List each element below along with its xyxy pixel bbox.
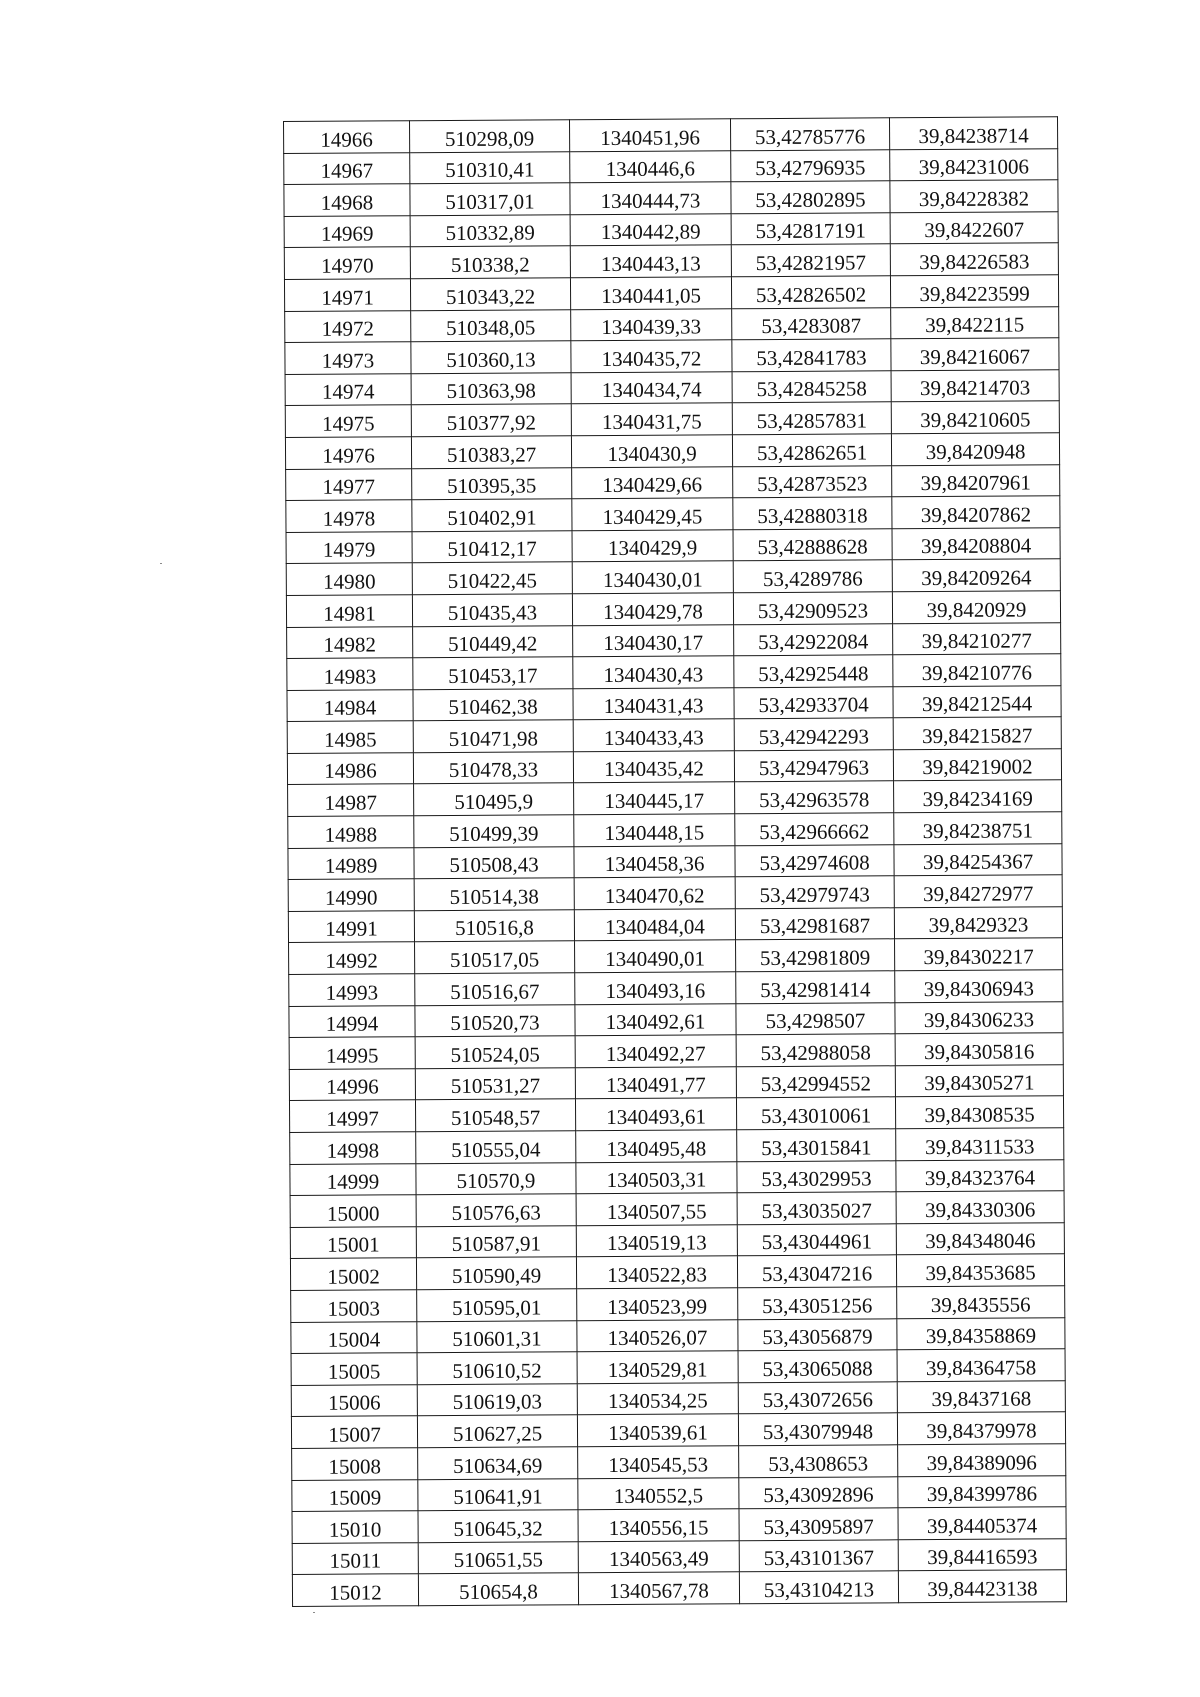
- longitude-cell: 39,84254367: [894, 843, 1062, 876]
- coordinates-table: [283, 116, 1067, 1607]
- y-coordinate-cell: 1340523,99: [577, 1288, 738, 1321]
- latitude-cell: 53,42966662: [735, 813, 894, 846]
- y-coordinate-cell: 1340439,33: [571, 308, 732, 341]
- latitude-cell: 53,4283087: [732, 307, 891, 340]
- x-coordinate-cell: 510531,27: [415, 1068, 575, 1101]
- y-coordinate-cell: 1340429,9: [572, 529, 733, 562]
- scan-speck: [313, 1612, 315, 1613]
- latitude-cell: 53,42981414: [736, 971, 895, 1004]
- x-coordinate-cell: 510377,92: [411, 404, 571, 437]
- table-row: [292, 1475, 1066, 1511]
- table-row: [288, 843, 1062, 879]
- latitude-cell: 53,42796935: [731, 149, 890, 182]
- longitude-cell: 39,84306233: [895, 1001, 1063, 1034]
- point-number-cell: 14981: [286, 595, 412, 627]
- x-coordinate-cell: 510641,91: [418, 1478, 578, 1511]
- latitude-cell: 53,43092896: [739, 1476, 898, 1509]
- latitude-cell: 53,42857831: [732, 402, 891, 435]
- table-row: [291, 1380, 1065, 1416]
- latitude-cell: 53,43044961: [737, 1224, 896, 1257]
- longitude-cell: 39,84234169: [894, 780, 1062, 813]
- latitude-cell: 53,4289786: [733, 560, 892, 593]
- latitude-cell: 53,43101367: [739, 1539, 898, 1572]
- y-coordinate-cell: 1340434,74: [571, 372, 732, 405]
- longitude-cell: 39,8437168: [897, 1380, 1065, 1413]
- x-coordinate-cell: 510524,05: [415, 1036, 575, 1069]
- table-row: [288, 875, 1062, 911]
- y-coordinate-cell: 1340430,9: [571, 435, 732, 468]
- longitude-cell: 39,84348046: [896, 1223, 1064, 1256]
- point-number-cell: 14968: [284, 184, 410, 216]
- point-number-cell: 14996: [289, 1069, 415, 1101]
- table-row: [287, 622, 1061, 658]
- point-number-cell: 15000: [290, 1195, 416, 1227]
- longitude-cell: 39,84399786: [898, 1475, 1066, 1508]
- latitude-cell: 53,42925448: [734, 655, 893, 688]
- y-coordinate-cell: 1340529,81: [577, 1351, 738, 1384]
- table-row: [290, 1128, 1064, 1164]
- latitude-cell: 53,43095897: [739, 1508, 898, 1541]
- latitude-cell: 53,43029953: [737, 1160, 896, 1193]
- table-row: [288, 812, 1062, 848]
- point-number-cell: 14973: [285, 342, 411, 374]
- point-number-cell: 14995: [289, 1037, 415, 1069]
- x-coordinate-cell: 510627,25: [417, 1415, 577, 1448]
- latitude-cell: 53,42873523: [733, 465, 892, 498]
- point-number-cell: 14986: [287, 753, 413, 785]
- longitude-cell: 39,84210605: [891, 401, 1059, 434]
- table-row: [288, 780, 1062, 816]
- latitude-cell: 53,42785776: [730, 118, 889, 151]
- x-coordinate-cell: 510610,52: [417, 1352, 577, 1385]
- y-coordinate-cell: 1340563,49: [578, 1540, 739, 1573]
- table-row: [284, 275, 1058, 311]
- point-number-cell: 14966: [284, 121, 410, 153]
- x-coordinate-cell: 510449,42: [413, 625, 573, 658]
- y-coordinate-cell: 1340503,31: [576, 1161, 737, 1194]
- table-row: [287, 654, 1061, 690]
- y-coordinate-cell: 1340492,61: [575, 1003, 736, 1036]
- table-row: [291, 1412, 1065, 1448]
- point-number-cell: 14983: [287, 658, 413, 690]
- y-coordinate-cell: 1340470,62: [574, 877, 735, 910]
- x-coordinate-cell: 510462,38: [413, 688, 573, 721]
- latitude-cell: 53,42947963: [734, 750, 893, 783]
- y-coordinate-cell: 1340435,72: [571, 340, 732, 373]
- table-row: [289, 1033, 1063, 1069]
- point-number-cell: 14967: [284, 152, 410, 184]
- point-number-cell: 15010: [292, 1511, 418, 1543]
- point-number-cell: 15006: [291, 1384, 417, 1416]
- y-coordinate-cell: 1340492,27: [575, 1035, 736, 1068]
- x-coordinate-cell: 510654,8: [418, 1573, 578, 1606]
- y-coordinate-cell: 1340491,77: [575, 1067, 736, 1100]
- point-number-cell: 14987: [288, 784, 414, 816]
- x-coordinate-cell: 510645,32: [418, 1510, 578, 1543]
- x-coordinate-cell: 510471,98: [413, 720, 573, 753]
- table-row: [290, 1159, 1064, 1195]
- latitude-cell: 53,43015841: [737, 1129, 896, 1162]
- coordinates-table-body: [284, 117, 1067, 1607]
- x-coordinate-cell: 510590,49: [416, 1257, 576, 1290]
- x-coordinate-cell: 510576,63: [416, 1194, 576, 1227]
- table-row: [285, 433, 1059, 469]
- table-row: [285, 306, 1059, 342]
- point-number-cell: 14976: [285, 437, 411, 469]
- table-row: [288, 907, 1062, 943]
- y-coordinate-cell: 1340433,43: [573, 719, 734, 752]
- table-row: [286, 559, 1060, 595]
- x-coordinate-cell: 510348,05: [411, 309, 571, 342]
- x-coordinate-cell: 510514,38: [414, 878, 574, 911]
- x-coordinate-cell: 510435,43: [412, 594, 572, 627]
- x-coordinate-cell: 510360,13: [411, 341, 571, 374]
- x-coordinate-cell: 510516,8: [414, 910, 574, 943]
- longitude-cell: 39,84323764: [896, 1159, 1064, 1192]
- y-coordinate-cell: 1340493,16: [575, 972, 736, 1005]
- point-number-cell: 14993: [289, 974, 415, 1006]
- longitude-cell: 39,84228382: [890, 180, 1058, 213]
- y-coordinate-cell: 1340534,25: [577, 1382, 738, 1415]
- x-coordinate-cell: 510619,03: [417, 1383, 577, 1416]
- y-coordinate-cell: 1340441,05: [570, 277, 731, 310]
- point-number-cell: 14970: [284, 247, 410, 279]
- latitude-cell: 53,42981687: [735, 908, 894, 941]
- point-number-cell: 14979: [286, 531, 412, 563]
- latitude-cell: 53,42979743: [735, 876, 894, 909]
- y-coordinate-cell: 1340567,78: [578, 1572, 739, 1605]
- table-row: [287, 749, 1061, 785]
- x-coordinate-cell: 510422,45: [412, 562, 572, 595]
- latitude-cell: 53,42909523: [733, 592, 892, 625]
- x-coordinate-cell: 510520,73: [415, 1004, 575, 1037]
- table-row: [286, 496, 1060, 532]
- longitude-cell: 39,84272977: [894, 875, 1062, 908]
- latitude-cell: 53,43065088: [738, 1350, 897, 1383]
- y-coordinate-cell: 1340429,45: [572, 498, 733, 531]
- y-coordinate-cell: 1340430,01: [572, 561, 733, 594]
- table-row: [287, 685, 1061, 721]
- latitude-cell: 53,4298507: [736, 1002, 895, 1035]
- table-row: [285, 401, 1059, 437]
- point-number-cell: 14989: [288, 847, 414, 879]
- point-number-cell: 15008: [292, 1448, 418, 1480]
- scan-speck: [160, 563, 162, 564]
- x-coordinate-cell: 510317,01: [410, 183, 570, 216]
- x-coordinate-cell: 510310,41: [410, 151, 570, 184]
- longitude-cell: 39,84209264: [892, 559, 1060, 592]
- point-number-cell: 14982: [287, 626, 413, 658]
- longitude-cell: 39,84231006: [890, 148, 1058, 181]
- table-row: [284, 180, 1058, 216]
- latitude-cell: 53,42845258: [732, 371, 891, 404]
- x-coordinate-cell: 510412,17: [412, 530, 572, 563]
- table-row: [292, 1570, 1066, 1606]
- point-number-cell: 15009: [292, 1479, 418, 1511]
- y-coordinate-cell: 1340493,61: [575, 1098, 736, 1131]
- table-row: [289, 970, 1063, 1006]
- longitude-cell: 39,8420948: [891, 433, 1059, 466]
- longitude-cell: 39,84212544: [893, 685, 1061, 718]
- longitude-cell: 39,84389096: [898, 1444, 1066, 1477]
- latitude-cell: 53,42862651: [732, 434, 891, 467]
- longitude-cell: 39,84311533: [896, 1128, 1064, 1161]
- point-number-cell: 14994: [289, 1005, 415, 1037]
- longitude-cell: 39,84330306: [896, 1191, 1064, 1224]
- latitude-cell: 53,43051256: [738, 1287, 897, 1320]
- x-coordinate-cell: 510587,91: [416, 1226, 576, 1259]
- y-coordinate-cell: 1340445,17: [574, 782, 735, 815]
- latitude-cell: 53,42981809: [736, 939, 895, 972]
- table-row: [286, 464, 1060, 500]
- longitude-cell: 39,84238714: [889, 117, 1057, 150]
- latitude-cell: 53,42988058: [736, 1034, 895, 1067]
- y-coordinate-cell: 1340435,42: [573, 751, 734, 784]
- y-coordinate-cell: 1340429,66: [572, 466, 733, 499]
- x-coordinate-cell: 510595,01: [417, 1289, 577, 1322]
- y-coordinate-cell: 1340446,6: [570, 150, 731, 183]
- y-coordinate-cell: 1340484,04: [574, 909, 735, 942]
- longitude-cell: 39,84208804: [892, 527, 1060, 560]
- point-number-cell: 15005: [291, 1353, 417, 1385]
- x-coordinate-cell: 510363,98: [411, 372, 571, 405]
- table-row: [291, 1317, 1065, 1353]
- longitude-cell: 39,84214703: [891, 370, 1059, 403]
- longitude-cell: 39,84306943: [895, 970, 1063, 1003]
- x-coordinate-cell: 510516,67: [415, 973, 575, 1006]
- longitude-cell: 39,8422607: [890, 212, 1058, 245]
- longitude-cell: 39,84379978: [897, 1412, 1065, 1445]
- y-coordinate-cell: 1340430,43: [573, 656, 734, 689]
- latitude-cell: 53,43079948: [738, 1413, 897, 1446]
- table-row: [284, 117, 1058, 153]
- table-row: [285, 338, 1059, 374]
- longitude-cell: 39,84207862: [892, 496, 1060, 529]
- latitude-cell: 53,43072656: [738, 1382, 897, 1415]
- y-coordinate-cell: 1340545,53: [578, 1446, 739, 1479]
- table-row: [289, 1065, 1063, 1101]
- point-number-cell: 14972: [285, 310, 411, 342]
- y-coordinate-cell: 1340490,01: [575, 940, 736, 973]
- point-number-cell: 14969: [284, 216, 410, 248]
- longitude-cell: 39,84215827: [893, 717, 1061, 750]
- table-row: [284, 148, 1058, 184]
- table-row: [284, 212, 1058, 248]
- point-number-cell: 14978: [286, 500, 412, 532]
- point-number-cell: 14985: [287, 721, 413, 753]
- x-coordinate-cell: 510548,57: [415, 1099, 575, 1132]
- point-number-cell: 14971: [284, 279, 410, 311]
- point-number-cell: 14998: [290, 1132, 416, 1164]
- latitude-cell: 53,42802895: [731, 181, 890, 214]
- y-coordinate-cell: 1340556,15: [578, 1509, 739, 1542]
- x-coordinate-cell: 510298,09: [410, 120, 570, 153]
- y-coordinate-cell: 1340522,83: [576, 1256, 737, 1289]
- latitude-cell: 53,43047216: [737, 1255, 896, 1288]
- table-row: [289, 1001, 1063, 1037]
- longitude-cell: 39,84219002: [893, 749, 1061, 782]
- table-row: [284, 243, 1058, 279]
- point-number-cell: 14991: [288, 911, 414, 943]
- y-coordinate-cell: 1340431,43: [573, 687, 734, 720]
- y-coordinate-cell: 1340451,96: [569, 119, 730, 152]
- y-coordinate-cell: 1340507,55: [576, 1193, 737, 1226]
- point-number-cell: 14988: [288, 816, 414, 848]
- point-number-cell: 15004: [291, 1321, 417, 1353]
- table-row: [291, 1349, 1065, 1385]
- x-coordinate-cell: 510453,17: [413, 657, 573, 690]
- point-number-cell: 14997: [289, 1100, 415, 1132]
- latitude-cell: 53,42888628: [733, 529, 892, 562]
- longitude-cell: 39,84305271: [895, 1065, 1063, 1098]
- table-row: [290, 1254, 1064, 1290]
- table-row: [291, 1286, 1065, 1322]
- latitude-cell: 53,42994552: [736, 1066, 895, 1099]
- longitude-cell: 39,84207961: [892, 464, 1060, 497]
- latitude-cell: 53,42880318: [733, 497, 892, 530]
- longitude-cell: 39,84308535: [895, 1096, 1063, 1129]
- latitude-cell: 53,42933704: [734, 686, 893, 719]
- longitude-cell: 39,84405374: [898, 1507, 1066, 1540]
- x-coordinate-cell: 510555,04: [416, 1131, 576, 1164]
- y-coordinate-cell: 1340552,5: [578, 1477, 739, 1510]
- longitude-cell: 39,84423138: [898, 1570, 1066, 1603]
- x-coordinate-cell: 510383,27: [411, 436, 571, 469]
- latitude-cell: 53,42826502: [731, 276, 890, 309]
- x-coordinate-cell: 510499,39: [414, 815, 574, 848]
- latitude-cell: 53,43035027: [737, 1192, 896, 1225]
- point-number-cell: 15011: [292, 1542, 418, 1574]
- x-coordinate-cell: 510343,22: [410, 278, 570, 311]
- table-row: [286, 527, 1060, 563]
- longitude-cell: 39,8422115: [891, 306, 1059, 339]
- y-coordinate-cell: 1340444,73: [570, 182, 731, 215]
- table-row: [285, 370, 1059, 406]
- x-coordinate-cell: 510338,2: [410, 246, 570, 279]
- latitude-cell: 53,42942293: [734, 718, 893, 751]
- y-coordinate-cell: 1340442,89: [570, 214, 731, 247]
- point-number-cell: 15003: [291, 1290, 417, 1322]
- y-coordinate-cell: 1340431,75: [571, 403, 732, 436]
- point-number-cell: 15002: [290, 1258, 416, 1290]
- latitude-cell: 53,43104213: [739, 1571, 898, 1604]
- y-coordinate-cell: 1340430,17: [573, 624, 734, 657]
- latitude-cell: 53,42922084: [734, 623, 893, 656]
- x-coordinate-cell: 510495,9: [414, 783, 574, 816]
- y-coordinate-cell: 1340448,15: [574, 814, 735, 847]
- y-coordinate-cell: 1340539,61: [577, 1414, 738, 1447]
- latitude-cell: 53,42974608: [735, 844, 894, 877]
- x-coordinate-cell: 510601,31: [417, 1320, 577, 1353]
- y-coordinate-cell: 1340526,07: [577, 1319, 738, 1352]
- latitude-cell: 53,4308653: [739, 1445, 898, 1478]
- y-coordinate-cell: 1340519,13: [576, 1225, 737, 1258]
- table-row: [292, 1538, 1066, 1574]
- longitude-cell: 39,84210277: [893, 622, 1061, 655]
- table-row: [290, 1223, 1064, 1259]
- longitude-cell: 39,84238751: [894, 812, 1062, 845]
- point-number-cell: 14977: [286, 468, 412, 500]
- table-row: [292, 1444, 1066, 1480]
- latitude-cell: 53,42963578: [735, 781, 894, 814]
- point-number-cell: 14999: [290, 1163, 416, 1195]
- point-number-cell: 14974: [285, 373, 411, 405]
- point-number-cell: 15012: [292, 1574, 418, 1606]
- table-row: [289, 1096, 1063, 1132]
- longitude-cell: 39,84302217: [895, 938, 1063, 971]
- x-coordinate-cell: 510478,33: [413, 752, 573, 785]
- table-row: [286, 591, 1060, 627]
- latitude-cell: 53,42817191: [731, 213, 890, 246]
- table-row: [292, 1507, 1066, 1543]
- x-coordinate-cell: 510402,91: [412, 499, 572, 532]
- table-row: [290, 1191, 1064, 1227]
- y-coordinate-cell: 1340443,13: [570, 245, 731, 278]
- longitude-cell: 39,84416593: [898, 1538, 1066, 1571]
- x-coordinate-cell: 510517,05: [415, 941, 575, 974]
- x-coordinate-cell: 510395,35: [412, 467, 572, 500]
- point-number-cell: 14984: [287, 689, 413, 721]
- point-number-cell: 14980: [286, 563, 412, 595]
- x-coordinate-cell: 510634,69: [418, 1447, 578, 1480]
- longitude-cell: 39,84226583: [890, 243, 1058, 276]
- latitude-cell: 53,43056879: [738, 1318, 897, 1351]
- longitude-cell: 39,84353685: [896, 1254, 1064, 1287]
- longitude-cell: 39,84305816: [895, 1033, 1063, 1066]
- longitude-cell: 39,84364758: [897, 1349, 1065, 1382]
- point-number-cell: 15001: [290, 1226, 416, 1258]
- table-row: [287, 717, 1061, 753]
- x-coordinate-cell: 510332,89: [410, 215, 570, 248]
- longitude-cell: 39,8435556: [897, 1286, 1065, 1319]
- y-coordinate-cell: 1340495,48: [576, 1130, 737, 1163]
- longitude-cell: 39,8429323: [894, 907, 1062, 940]
- table-row: [289, 938, 1063, 974]
- longitude-cell: 39,8420929: [892, 591, 1060, 624]
- longitude-cell: 39,84216067: [891, 338, 1059, 371]
- longitude-cell: 39,84223599: [890, 275, 1058, 308]
- x-coordinate-cell: 510570,9: [416, 1162, 576, 1195]
- point-number-cell: 14975: [285, 405, 411, 437]
- y-coordinate-cell: 1340429,78: [572, 593, 733, 626]
- latitude-cell: 53,43010061: [736, 1097, 895, 1130]
- point-number-cell: 14990: [288, 879, 414, 911]
- longitude-cell: 39,84210776: [893, 654, 1061, 687]
- latitude-cell: 53,42821957: [731, 244, 890, 277]
- point-number-cell: 15007: [291, 1416, 417, 1448]
- x-coordinate-cell: 510651,55: [418, 1541, 578, 1574]
- longitude-cell: 39,84358869: [897, 1317, 1065, 1350]
- latitude-cell: 53,42841783: [732, 339, 891, 372]
- y-coordinate-cell: 1340458,36: [574, 845, 735, 878]
- point-number-cell: 14992: [289, 942, 415, 974]
- x-coordinate-cell: 510508,43: [414, 846, 574, 879]
